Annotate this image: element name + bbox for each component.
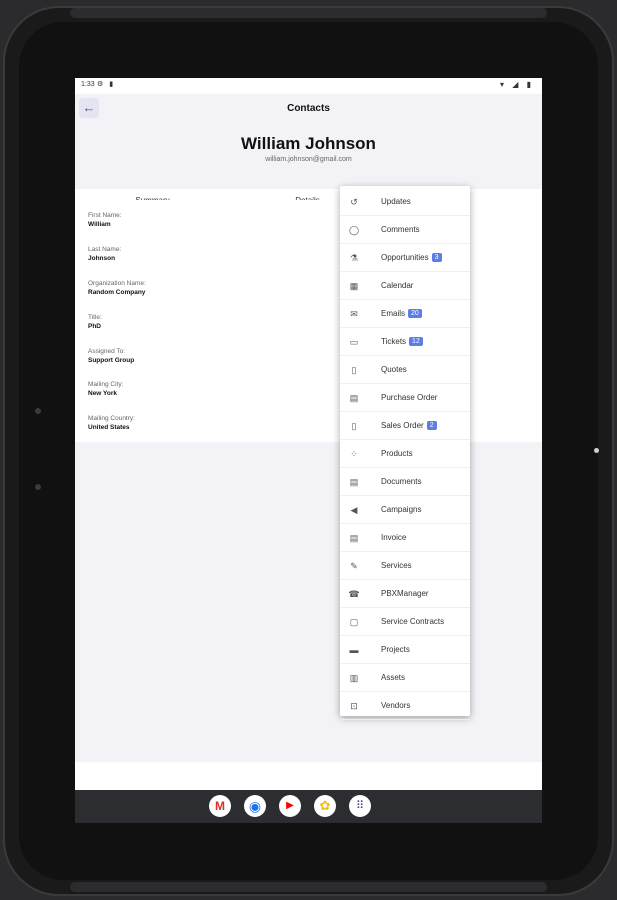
clipboard-icon: ▢ <box>349 617 359 627</box>
field-assigned-to <box>88 348 134 364</box>
menu-item-comments[interactable] <box>340 216 470 244</box>
menu-item-text: Comments <box>381 225 420 234</box>
menu-item-campaigns[interactable] <box>340 496 470 524</box>
count-badge: 3 <box>432 253 442 262</box>
field-mailing-country <box>88 415 135 431</box>
file-icon: ▤ <box>349 477 359 487</box>
menu-item-vendors[interactable] <box>340 692 470 720</box>
menu-item-invoice[interactable] <box>340 524 470 552</box>
menu-item-assets[interactable] <box>340 664 470 692</box>
photos-icon: ✿ <box>319 798 331 813</box>
menu-item-purchase-order[interactable] <box>340 384 470 412</box>
menu-item-text: Updates <box>381 197 411 206</box>
menu-item-text: Invoice <box>381 533 407 542</box>
wrench-icon: ✎ <box>350 561 358 571</box>
menu-item-documents[interactable] <box>340 468 470 496</box>
count-badge: 20 <box>408 309 422 318</box>
assets-icon: ▥ <box>349 673 359 683</box>
menu-item-text: Services <box>381 561 412 570</box>
page-title: Contacts <box>287 103 330 114</box>
vendors-icon: ⊡ <box>350 701 358 711</box>
dock-app-gmail[interactable] <box>209 795 231 817</box>
menu-item-label <box>381 477 421 486</box>
menu-item-text: Vendors <box>381 701 411 710</box>
menu-item-text: Opportunities <box>381 253 429 262</box>
status-system-icons: ▾ ◢ ▮ <box>499 80 534 89</box>
menu-item-projects[interactable] <box>340 636 470 664</box>
menu-item-label <box>381 449 413 458</box>
menu-item-label <box>381 337 423 346</box>
menu-item-label <box>381 505 421 514</box>
menu-item-label <box>381 617 444 626</box>
menu-item-label <box>381 645 410 654</box>
menu-item-service-contracts[interactable] <box>340 608 470 636</box>
status-time: 1:33 <box>81 81 95 88</box>
menu-item-text: Projects <box>381 645 410 654</box>
menu-item-label <box>381 281 413 290</box>
megaphone-icon: ◀ <box>350 505 358 515</box>
history-icon: ↺ <box>350 197 358 207</box>
side-sensor <box>35 484 41 490</box>
contact-email: william.johnson@gmail.com <box>265 156 352 163</box>
menu-item-pbxmanager[interactable] <box>340 580 470 608</box>
field-label: Mailing Country: <box>88 415 135 422</box>
field-value: United States <box>88 424 130 431</box>
document-icon: ▯ <box>351 421 357 431</box>
field-label: Organization Name: <box>88 280 146 287</box>
dock-app-drawer[interactable] <box>349 795 371 817</box>
menu-item-label <box>381 253 442 262</box>
menu-item-text: Tickets <box>381 337 407 346</box>
briefcase-icon: ▬ <box>349 645 359 655</box>
menu-item-label <box>381 421 437 430</box>
dock-app-photos[interactable] <box>314 795 336 817</box>
field-label: First Name: <box>88 212 122 219</box>
device-screen <box>75 78 542 823</box>
menu-item-label <box>381 701 410 710</box>
navigation-dock <box>75 790 542 823</box>
field-value: New York <box>88 390 118 397</box>
menu-item-label <box>381 225 420 234</box>
tablet-top-edge <box>70 8 547 18</box>
field-value: William <box>88 221 111 228</box>
more-dropdown-menu <box>340 186 470 716</box>
products-icon: ⁘ <box>350 449 358 459</box>
count-badge: 2 <box>427 421 437 430</box>
field-value: Support Group <box>88 357 135 364</box>
field-organization-name <box>88 280 146 296</box>
tablet-bottom-edge <box>70 882 547 892</box>
menu-item-text: Assets <box>381 673 406 682</box>
youtube-icon: ▶ <box>286 800 294 811</box>
field-first-name <box>88 212 122 228</box>
menu-item-products[interactable] <box>340 440 470 468</box>
field-title <box>88 314 102 330</box>
field-label: Title: <box>88 314 102 321</box>
menu-item-sales-order[interactable] <box>340 412 470 440</box>
menu-item-text: PBXManager <box>381 589 429 598</box>
quote-doc-icon: ▯ <box>351 365 357 375</box>
menu-item-label <box>381 365 407 374</box>
menu-item-label <box>381 393 437 402</box>
menu-item-label <box>381 561 412 570</box>
menu-item-calendar[interactable] <box>340 272 470 300</box>
field-last-name <box>88 246 121 262</box>
menu-item-label <box>381 673 405 682</box>
comment-icon: ◯ <box>348 225 360 235</box>
side-sensor <box>35 408 41 414</box>
contact-name: William Johnson <box>241 134 376 153</box>
field-label: Mailing City: <box>88 381 124 388</box>
flask-icon: ⚗ <box>349 253 359 263</box>
status-bar <box>75 78 542 94</box>
app-drawer-icon: ⠿ <box>355 800 365 812</box>
menu-item-label <box>381 589 429 598</box>
front-camera <box>594 448 599 453</box>
menu-item-text: Calendar <box>381 281 414 290</box>
gmail-icon: M <box>215 799 225 813</box>
menu-item-quotes[interactable] <box>340 356 470 384</box>
menu-item-tickets[interactable] <box>340 328 470 356</box>
menu-item-services[interactable] <box>340 552 470 580</box>
field-mailing-city <box>88 381 123 397</box>
invoice-icon: ▤ <box>349 533 359 543</box>
menu-item-text: Documents <box>381 477 422 486</box>
menu-item-text: Products <box>381 449 413 458</box>
menu-item-text: Purchase Order <box>381 393 438 402</box>
field-label: Last Name: <box>88 246 122 253</box>
menu-item-opportunities[interactable] <box>340 244 470 272</box>
menu-item-updates[interactable] <box>340 188 470 216</box>
inbox-icon: ✉ <box>350 309 358 319</box>
field-value: Random Company <box>88 289 146 296</box>
field-label: Assigned To: <box>88 348 126 355</box>
ticket-icon: ▭ <box>349 337 359 347</box>
menu-item-label <box>381 197 411 206</box>
arrow-left-icon: ← <box>82 100 96 115</box>
purchase-order-icon: ▤ <box>349 393 359 403</box>
dock-app-chrome[interactable] <box>244 795 266 817</box>
menu-item-text: Service Contracts <box>381 617 445 626</box>
menu-item-emails[interactable] <box>340 300 470 328</box>
menu-item-label <box>381 309 422 318</box>
menu-item-label <box>381 533 406 542</box>
field-value: PhD <box>88 323 101 330</box>
dock-app-youtube[interactable] <box>279 795 301 817</box>
summary-panel <box>75 200 542 442</box>
chrome-icon: ◉ <box>248 798 262 814</box>
menu-item-text: Emails <box>381 309 406 318</box>
calendar-icon: ▦ <box>349 281 359 291</box>
status-notification-icons: ⚙ ▮ <box>97 81 116 88</box>
pbx-phone-icon: ☎ <box>348 589 360 599</box>
field-value: Johnson <box>88 255 116 262</box>
content-background <box>75 442 542 762</box>
menu-item-text: Campaigns <box>381 505 422 514</box>
menu-item-text: Quotes <box>381 365 407 374</box>
count-badge: 12 <box>409 337 423 346</box>
menu-item-text: Sales Order <box>381 421 424 430</box>
